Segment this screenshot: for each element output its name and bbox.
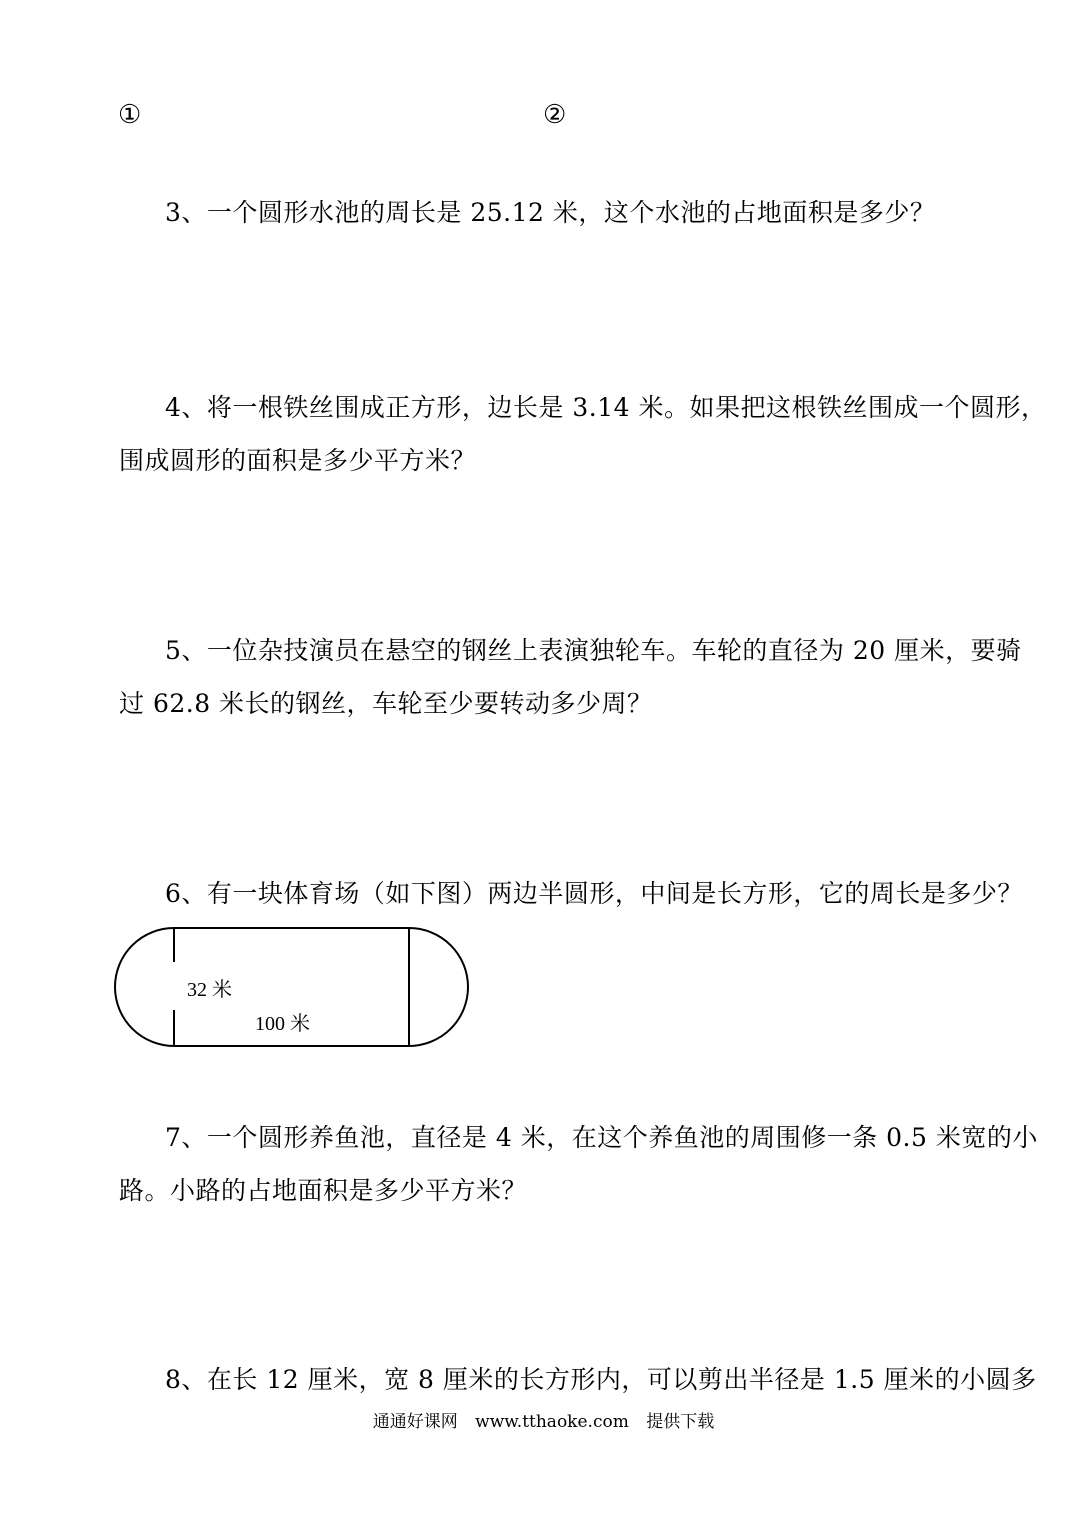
question-6	[119, 867, 1023, 920]
question-4-line-1: 4、将一根铁丝围成正方形，边长是 3.14 米。如果把这根铁丝围成一个圆形，	[165, 393, 1047, 422]
figure-marker-1: ①	[118, 100, 142, 130]
question-5	[119, 624, 1022, 730]
footer-url: www.tthaoke.com	[475, 1412, 629, 1432]
footer-suffix: 提供下载	[646, 1412, 715, 1432]
question-4-line-2: 围成圆形的面积是多少平方米？	[119, 446, 477, 475]
page-footer	[0, 1407, 1087, 1432]
question-4	[119, 381, 1047, 487]
stadium-figure	[110, 920, 480, 1055]
question-7-line-2: 路。小路的占地面积是多少平方米？	[119, 1176, 528, 1205]
question-8-line-1: 8、在长 12 厘米，宽 8 厘米的长方形内，可以剪出半径是 1.5 厘米的小圆多	[165, 1365, 1037, 1394]
question-7	[119, 1111, 1038, 1217]
question-5-line-1: 5、一位杂技演员在悬空的钢丝上表演独轮车。车轮的直径为 20 厘米，要骑	[165, 636, 1022, 665]
question-3	[119, 186, 1005, 239]
footer-site-name: 通通好课网	[372, 1412, 458, 1432]
question-3-line-1: 3、一个圆形水池的周长是 25.12 米，这个水池的占地面积是多少？	[165, 198, 936, 227]
question-7-line-1: 7、一个圆形养鱼池，直径是 4 米，在这个养鱼池的周围修一条 0.5 米宽的小	[165, 1123, 1038, 1152]
figure-marker-2: ②	[543, 100, 567, 130]
stadium-width-label: 32 米	[187, 979, 232, 1001]
question-8	[119, 1353, 1037, 1406]
question-6-line-1: 6、有一块体育场（如下图）两边半圆形，中间是长方形，它的周长是多少？	[165, 879, 1023, 908]
stadium-length-label: 100 米	[255, 1013, 310, 1035]
question-5-line-2: 过 62.8 米长的钢丝，车轮至少要转动多少周？	[119, 689, 653, 718]
